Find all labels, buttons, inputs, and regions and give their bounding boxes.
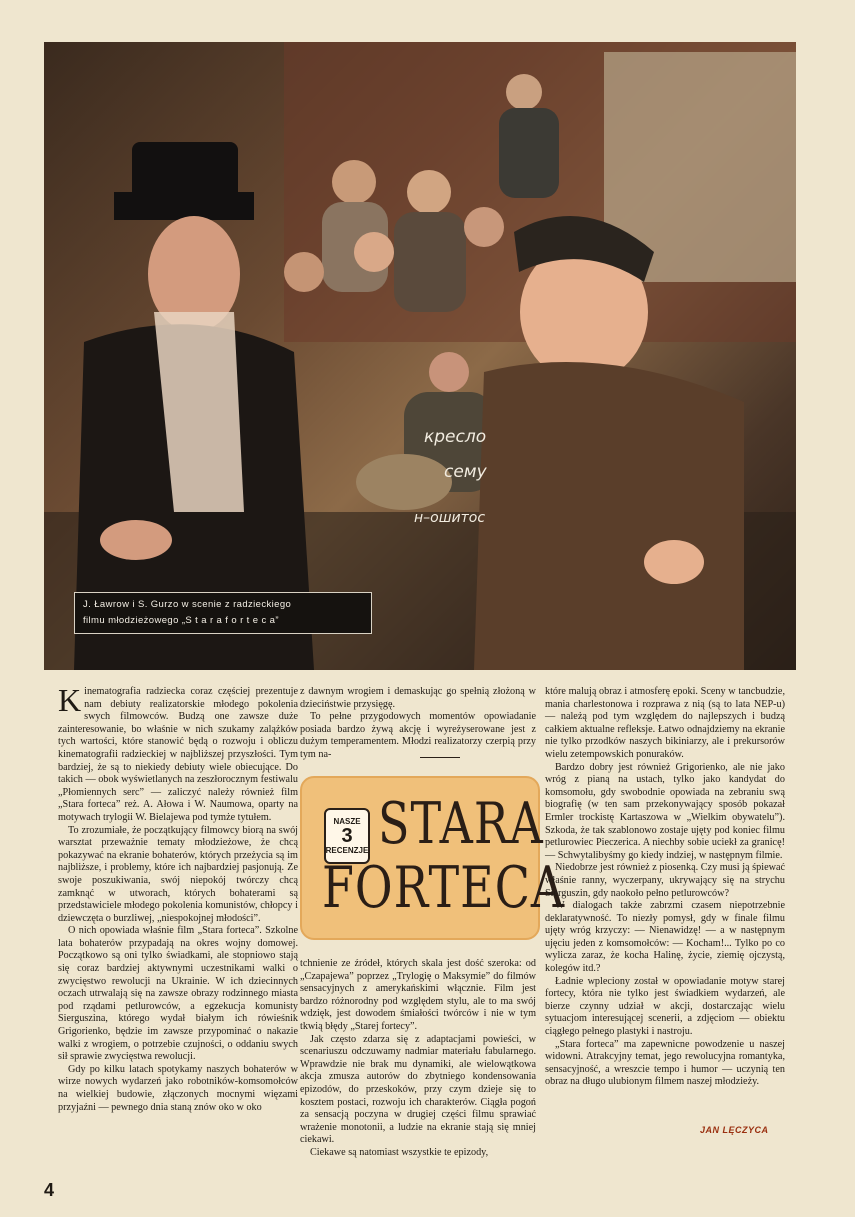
col2b-paragraph-1: tchnienie ze źródeł, których skala jest dość szeroka: od „Czapajewa” poprzez „Trylogię o Maksymie” do filmów sensacyjnych z amerykańskimi włącznie. Film jest bardzo różnorodny pod względem stylu, ale to ma swój wdzięk, jest dowodem śmiałości twórców i nie w tym tkwią błędy „Starej fortecy”.	[300, 958, 536, 1032]
col3-paragraph-4: W dialogach także zabrzmi czasem niepotrzebnie deklaratywność. To niezły pomysł, gdy w finale filmu ujęty wróg krzyczy: — Nienawidzę! — a w następnym ujęciu jeden z komsomołców: — Kocham!... Tylko po co wylicza zaraz, że kocha Halinę, życie, ziemię ojczystą, kolegów itd.?	[545, 900, 785, 975]
film-still-photo	[44, 42, 796, 670]
col2-paragraph-1: z dawnym wrogiem i demaskując go spełnią złożoną w dzieciństwie przysięgę.	[300, 686, 536, 710]
review-title-line1: STARA	[378, 789, 544, 857]
col3-paragraph-5: Ładnie wpleciony został w opowiadanie motyw starej fortecy, która nie tylko jest świadkiem wydarzeń, ale bierze czynny udział w akcji, dostarczając wielu sytuacjom interesującej scenerii, a zdjęciom — obiektu ciągłego pełnego plastyki i nastroju.	[545, 975, 785, 1038]
badge-bottom-label: RECENZJE	[325, 846, 369, 855]
drop-cap: K	[58, 682, 82, 718]
col1-paragraph-2: To zrozumiałe, że początkujący filmowcy biorą na swój warsztat przeważnie tematy młodzieżowe, że chcą pokazywać na ekranie bohaterów, których przeżycia są im najbliższe, i problemy, które ich najbardziej pasjonują. Ze swoje poszukiwania, swój niepokój twórczy chcą zamknąć w utworach, których bohaterami są przedstawiciele młodego pokolenia komunistów, chłopcy i dziewczęta o burzliwej, „niespokojnej młodości”.	[58, 824, 298, 924]
col3-paragraph-6: „Stara forteca” ma zapewnicne powodzenie u naszej widowni. Atrakcyjny temat, jego rewolucyjna romantyka, sensacyjność, a wreszcie tempo i humor — uczynią ten obraz na długo ulubionym filmem naszej młodzieży.	[545, 1038, 785, 1088]
col3-paragraph-2: Bardzo dobry jest również Grigorienko, ale nie jako wróg z pianą na ustach, tylko jako kandydat do komsomołu, gdy swobodnie opowiada na zebraniu swą biografię (w ten sam przekonywający sposób pokazał Ermler trockistę Kartaszowa w „Wielkim obywatelu”). Szkoda, że tak szablonowo zostaje ujęty pod koniec filmu petlurowiec Pieczerica. A niechby sobie uciekł za granicę! — Schwytalibyśmy go kiedy indziej, w następnym filmie.	[545, 761, 785, 861]
col3-paragraph-3: Niedobrze jest również z piosenką. Czy musi ją śpiewać właśnie ranny, wyczerpany, ukrywający się na strychu Sierguszin, gdy naokoło pełno petlurowców?	[545, 862, 785, 899]
review-title-box	[300, 776, 566, 940]
badge-number: 3	[341, 825, 353, 847]
author-signature: JAN LĘCZYCA	[700, 1125, 769, 1135]
separator-line	[420, 757, 460, 758]
article-column-2-top	[300, 686, 536, 762]
col1-paragraph-4: Gdy po kilku latach spotykamy naszych bohaterów w wirze nowych wydarzeń jako robotników-komsomołców na wielkiej budowie, złączonych mocnymi więzami przyjaźni — pewnego dnia staną znów oko w oko	[58, 1063, 298, 1113]
basket-chalk-text-1: кресло	[424, 427, 487, 447]
photo-caption-line1: J. Ławrow i S. Gurzo w scenie z radzieckiego	[83, 599, 292, 610]
basket-chalk-text-3: н–ошитос	[414, 510, 486, 526]
col1-paragraph-1: inematografia radziecka coraz częściej prezentuje nam debiuty realizatorskie młodego pokolenia swych filmowców. Budzą one zawsze duże zainteresowanie, bo właśnie w nich szukamy zalążków tych wartości, które stanowić będą o rozwoju i obliczu kinematografii radzieckiej w najbliższej przyszłości. Tym bardziej, że są to niekiedy debiuty wiele obiecujące. Do takich — obok wyświetlanych na zeszłorocznym festiwalu „Płomiennych serc” — zaliczyć należy również film „Stara forteca” reż. A. Ałowa i W. Naumowa, oparty na motywach trylogii W. Bielajewa pod tymże tytułem.	[58, 686, 298, 823]
col1-paragraph-3: O nich opowiada właśnie film „Stara forteca”. Szkolne lata bohaterów przypadają na okres wojny domowej. Początkowo są oni tylko świadkami, ale stopniowo stają się coraz bardziej aktywnymi uczestnikami walki o zwycięstwo rewolucji na Ukrainie. W ich dziecinnych oczach utrwalają się na zawsze obrazy rodzinnego miasta pod rządami petlurowców, a egzekucja komunisty Sierguszina, którego wydał białym ich rówieśnik Grigorienko, będzie im zawsze przypominać o nakazie walki z wrogiem, o potrzebie czujności, o oddaniu swych sił sprawie zwycięstwa rewolucji.	[58, 925, 298, 1063]
basket-chalk-text-2: сему	[444, 462, 487, 482]
col3-paragraph-1: które malują obraz i atmosferę epoki. Sceny w tancbudzie, mania charlestonowa i rozprawa z nią (są to lata NEP-u) — należą pod tym względem do najlepszych i budzą całkiem aktualne refleksje. Łatwo odnajdziemy na ekranie nie tylko przodków naszych bikiniarzy, ale i prekursorów wielu zetempowskich ponuraków.	[545, 686, 785, 760]
page-number: 4	[44, 1180, 55, 1200]
col2-paragraph-2: To pełne przygodowych momentów opowiadanie posiada bardzo żywą akcję i wyreżyserowane jest z dużym temperamentem. Młodzi realizatorzy czerpią przy tym na-	[300, 711, 536, 760]
photo-caption	[74, 592, 372, 634]
col2b-paragraph-2: Jak często zdarza się z adaptacjami powieści, w scenariuszu odczuwamy nadmiar materiału fabularnego. Wprawdzie nie brak mu dynamiki, ale wielowątkowa akcja zmusza autorów do zbytniego kondensowania epizodów, do przeskoków, przy czym dzieje się to kosztem postaci, rozwoju ich charakterów. Ciągła pogoń za sensacją poczyna w drugiej części filmu sprawiać wrażenie monotonii, a ludzie na ekranie stają się mniej ciekawi.	[300, 1033, 536, 1146]
article-column-3	[545, 686, 785, 1089]
review-title-line2: FORTECA	[322, 853, 566, 921]
film-still-illustration	[44, 42, 796, 670]
photo-caption-line2: filmu młodzieżowego „S t a r a f o r t e c a”	[83, 615, 279, 626]
article-column-2-bottom	[300, 958, 536, 1160]
col2b-paragraph-3: Ciekawe są natomiast wszystkie te epizody,	[310, 1146, 489, 1158]
badge-top-label: NASZE	[333, 817, 361, 826]
article-column-1	[58, 682, 298, 1166]
